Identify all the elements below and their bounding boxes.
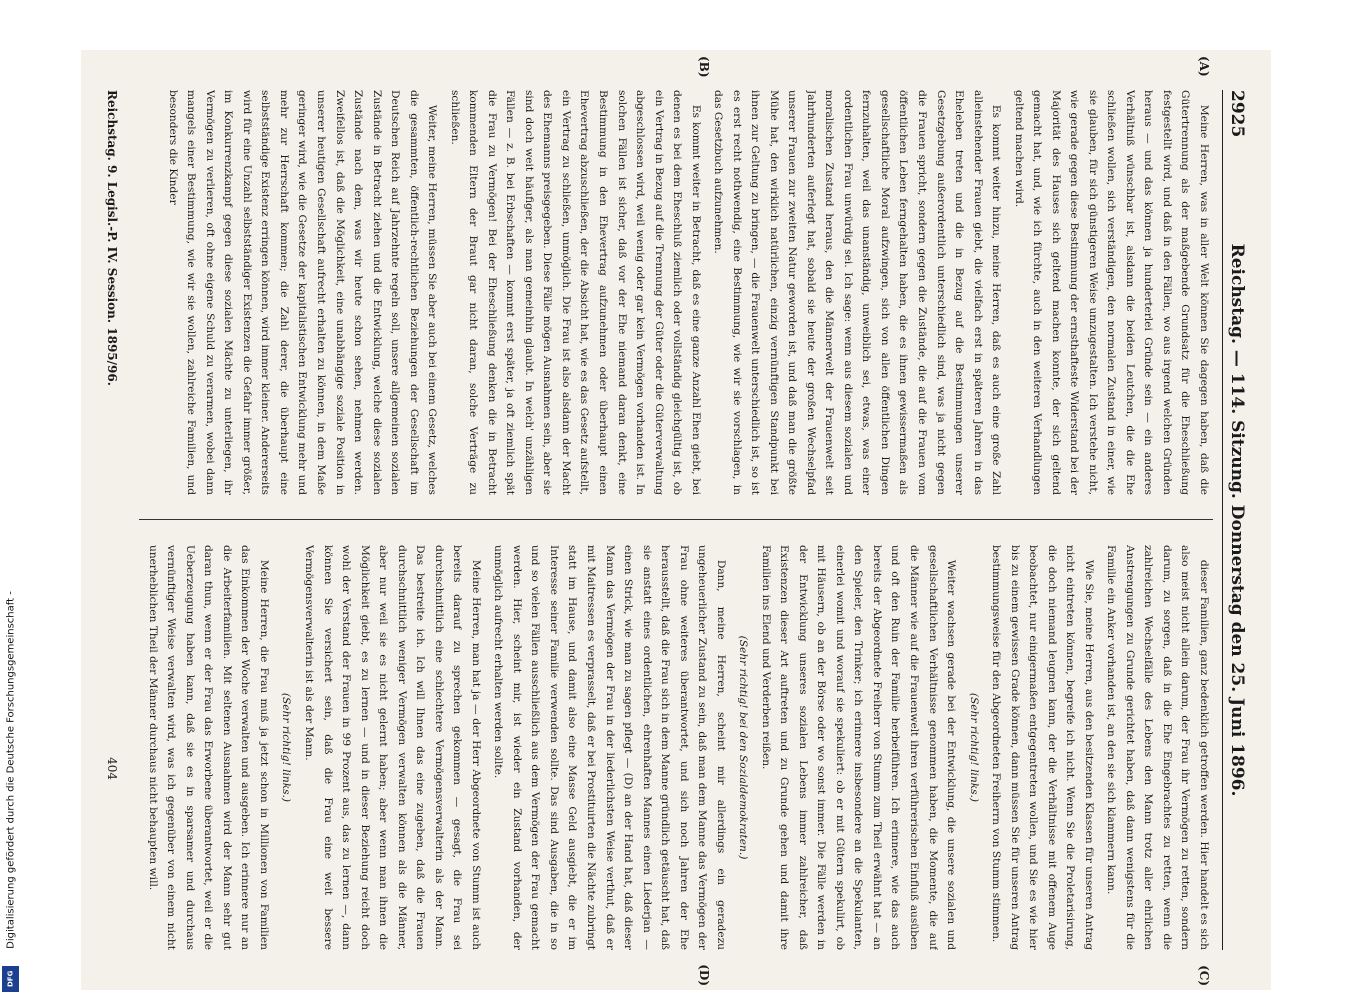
paragraph: Weiter wachsen gerade bei der Entwicklung, die unsere sozialen und gesellschaftlichen Verhältnisse genommen haben, die Momente, die auf die Männer wie auf die Frauenwelt ihren verführerischen Einfluß ausüben und oft den Ruin der Familie herbeiführen. Ich erinnere, wie das auch bereits der Abgeordnete Freiherr von Stumm zum Theil erwähnt hat — an den Spieler, den Trinker; ich erinnere insbesondere an die Spekulanten, einerlei womit und worauf sie spekuliert: ob er mit Gütern spekulirt, ob mit Häusern, ob an der Börse oder wo sonst immer. Die Fälle werden in der Entwicklung unseres sozialen Lebens immer zahlreicher, daß Existenzen dieser Art auftreten und zu Grunde gehen und damit ihre Familien ins Elend und Verderben reißen. bbox=[759, 545, 958, 950]
session-title: Reichstag. — 114. Sitzung. Donnerstag den 25. Juni 1896. bbox=[1227, 243, 1247, 797]
dfg-logo-icon: DFG bbox=[2, 966, 19, 992]
scanned-page bbox=[81, 50, 1271, 990]
paragraph: Meine Herren, was in aller Welt können Sie dagegen haben, daß die Gütertrennung als der maßgebende Grundsatz für die Eheschließung festgestellt wird, und daß in den Fällen, wo aus irgend welchen Gründen heraus — und das können ja hunderterlei Gründe sein — ein anderes Verhältniß wünschbar ist, alsdann die beiden Leutchen, die die Ehe schließen wollen, sich verständigen, den normalen Zustand in einer, wie sie glauben, für sich günstigeren Weise umzugestalten. Ich verstehe nicht, wie gerade gegen diese Bestimmung der ernsthafteste Widerstand bei der Majorität des Hauses sich geltend machen konnte, der sich geltend gemacht hat, und, wie ich fürchte, auch in den weiteren Verhandlungen geltend machen wird. bbox=[1012, 90, 1210, 495]
volume-footer: Reichstag. 9. Legisl.-P. IV. Session. 1895/96. bbox=[105, 90, 119, 386]
margin-marker-d: (D) bbox=[697, 964, 711, 986]
paragraph: Dann, meine Herren, scheint mir allerdings ein geradezu ungeheuerlicher Zustand zu sein, daß man dem Manne das Vermögen der Frau ohne weiteres überantwortet, und sich noch Jahren der Ehe herausstellt, daß die Frau sich in dem Manne gründlich getäuscht hat, daß sie anstatt eines ordentlichen, ehrenhaften Mannes einen Liederjan — einen Strick, wie man zu sagen pflegt — (D) an der Hand hat, daß dieser Mann das Vermögen der Frau in der liederlichsten Weise verthut, daß er mit Maitressen es verprasselt, daß er bei Prostituirten die Nächte zubringt statt im Hause, und damit also eine Masse Geld ausgiebt, die er im Interesse seiner Familie verwenden sollte. Das sind Ausgaben, die in so und so vielen Fällen ausschließlich aus dem Vermögen der Frau gemacht werden. Hier, scheint mir, ist wieder ein Zustand vorhanden, der unmöglich aufrecht erhalten werden sollte. bbox=[492, 545, 727, 950]
page-number: 2925 bbox=[1227, 90, 1247, 138]
column-divider bbox=[139, 519, 1213, 520]
paragraph: Meine Herren, die Frau muß ja jetzt schon in Millionen von Familien das Einkommen der Woche verwalten und ausgeben. Ich erinnere nur an die Arbeiterfamilien. Mit seltenen Ausnahmen wird der Mann sehr gut daran thun, wenn er der Frau das Erworbene überantwortet, weil er die Ueberzeugung haben kann, daß sie es in sparsamer und durchaus vernünftiger Weise verwalten wird, was ich gegenüber von einem nicht unerheblichen Theil der Männer durchaus nicht behaupten will. bbox=[146, 545, 270, 950]
digitization-credit: Digitalisierung gefördert durch die Deutsche Forschungsgemeinschaft - bbox=[5, 591, 17, 949]
sidebar-credit-strip bbox=[0, 0, 22, 1000]
folio-number: 404 bbox=[105, 757, 119, 780]
paragraph: (Sehr richtig! links.) bbox=[280, 692, 293, 803]
left-column bbox=[139, 90, 1213, 495]
paragraph: Es kommt weiter in Betracht, daß es eine ganze Anzahl Ehen giebt, bei denen es bei dem Eheschluß ziemlich oder vollständig gleichgültig ist, ob ein Vertrag in Bezug auf die Trennung der Güter oder die Güterverwaltung abgeschlossen wird, weil wenig oder gar kein Vermögen vorhanden ist. In solchen Fällen ist sicher, daß vor der Ehe niemand daran denkt, eine Bestimmung in den Ehevertrag aufzunehmen oder überhaupt einen Ehevertrag abzuschließen, der die Absicht hat, wie es das Gesetz aufstellt, ein Vertrag zu schließen, unmöglich. Die Frau ist also alsdann der Macht des Ehemanns preisgegeben. Diese Fälle mögen Ausnahmen sein, aber sie sind doch weit häufiger, als man gemeinhin glaubt. In welch' unzähligen Fällen — z. B. bei Erbschaften — kommt erst später, ja oft ziemlich spät die Frau zu Vermögen! Bei der Eheschließung denken die in Betracht kommenden Eltern der Braut gar nicht daran, solche Verträge zu schließen. bbox=[448, 90, 702, 495]
margin-marker-c: (C) bbox=[1197, 965, 1211, 986]
margin-marker-b: (B) bbox=[697, 56, 711, 78]
right-column bbox=[139, 545, 1213, 950]
paragraph: (Sehr richtig! links.) bbox=[967, 692, 980, 803]
paragraph: (Sehr richtig! bei den Sozialdemokraten.) bbox=[737, 635, 750, 860]
paragraph: Wie Sie, meine Herren, aus den besitzenden Klassen für unseren Antrag nicht eintreten können, begreife ich nicht. Wenn Sie die Proletarisirung, die doch niemand leugnen kann, der die Verhältnisse mit offenem Auge beobachtet, nur einigermaßen entgegentreten wollen, und Sie es wie hier bis zu einem gewissen Grade können, dann müssen Sie für unseren Antrag bestimmungsweise für den Abgeordneten Freiherrn von Stumm stimmen. bbox=[990, 545, 1095, 950]
paragraph: Meine Herren, man hat ja — der Herr Abgeordnete von Stumm ist auch bereits darauf zu sprechen gekommen — gesagt, die Frau sei durchschnittlich eine schlechtere Vermögensverwalterin als der Mann. Das bestreite ich. Ich will Ihnen das eine zugeben, daß die Frauen durchschnittlich weniger Vermögen verwalten können als die Männer, aber nur weil sie es nicht gelernt haben; aber wenn man ihnen die Möglichkeit giebt, es zu lernen — und in dieser Beziehung reicht doch wohl der Verstand der Frauen in 99 Prozent aus, das zu lernen —, dann können Sie versichert sein, daß die Frau eine weit bessere Vermögensverwalterin ist als der Mann. bbox=[303, 545, 482, 950]
page-header bbox=[1222, 90, 1249, 950]
margin-marker-a: (A) bbox=[1197, 56, 1211, 77]
paragraph: Weiter, meine Herren, müssen Sie aber auch bei einem Gesetz, welches die gesammten, öffentlich-rechtlichen Beziehungen der Gesellschaft im Deutschen Reich auf Jahrzehnte regeln soll, unsere allgemeinen sozialen Zustände in Betracht ziehen und die Entwicklung, welche diese sozialen Zustände nach dem, was wir heute schon sehen, nehmen werden. Zweifellos ist, daß die Möglichkeit, eine unabhängige soziale Position in unserer heutigen Gesellschaft aufrecht erhalten zu können, in dem Maße geringer wird, wie die Gesetze der kapitalistischen Entwicklung mehr und mehr zur Herrschaft kommen; die Zahl derer, die überhaupt eine selbstständige Existenz erringen können, wird immer kleiner. Andererseits wird für eine Unzahl selbstständiger Existenzen die Gefahr immer größer, im Konkurrenzkampf gegen diese sozialen Mächte zu unterliegen, ihr Vermögen zu verlieren, oft ohne eigene Schuld zu verarmen, wobei dann mangels einer Bestimmung, wie wir sie wollen, zahlreiche Familien, und besonders die Kinder bbox=[166, 90, 439, 495]
paragraph: Es kommt weiter hinzu, meine Herren, daß es auch eine große Zahl alleinstehender Frauen giebt, die vielfach erst in späteren Jahren in das Eheleben treten und die in Bezug auf die Bestimmungen unserer Gesetzgebung außerordentlich unterschiedlich sind, was ja nicht gegen die Frauen spricht, sondern gegen die Zustände, die auf die Frauen vom öffentlichen Leben ferngehalten haben, die es ihnen gewissermaßen als gesellschaftliche Moral aufzwingen, sich von allen öffentlichen Dingen fernzuhalten, weil das unanständig, unweiblich sei, etwas, was einer ordentlichen Frau unwürdig sei. Ich sage: wenn aus diesem sozialen und moralischen Zustand heraus, den die Männerwelt der Frauenwelt seit Jahrhunderten auferlegt hat, sobald sie heute der großen Wechselpfad unserer Frauen zur zweiten Natur geworden ist, und daß man die größte Mühe hat, den wirklich natürlichen, einzig vernünftigen Standpunkt bei ihnen zur Geltung zu bringen, — die Frauenwelt unterschiedlich ist, so ist es erst recht nothwendig, eine Bestimmung, wie wir sie vorschlagen, in das Gesetzbuch aufzunehmen. bbox=[712, 90, 1003, 495]
paragraph: dieser Familien, ganz bedenklich getroffen werden. Hier handelt es sich also meist nicht allein darum, der Frau ihr Vermögen zu retten, sondern darum, zu sorgen, daß in die Ehe Eingebrachtes zu retten, wenn die zahlreichen Wechselfälle des Lebens den Mann trotz aller ehrlichen Anstrengungen zu Grunde gerichtet haben, daß dann wenigstens für die Familie ein Anker vorhanden ist, an den sie sich klammern kann. bbox=[1105, 545, 1210, 950]
